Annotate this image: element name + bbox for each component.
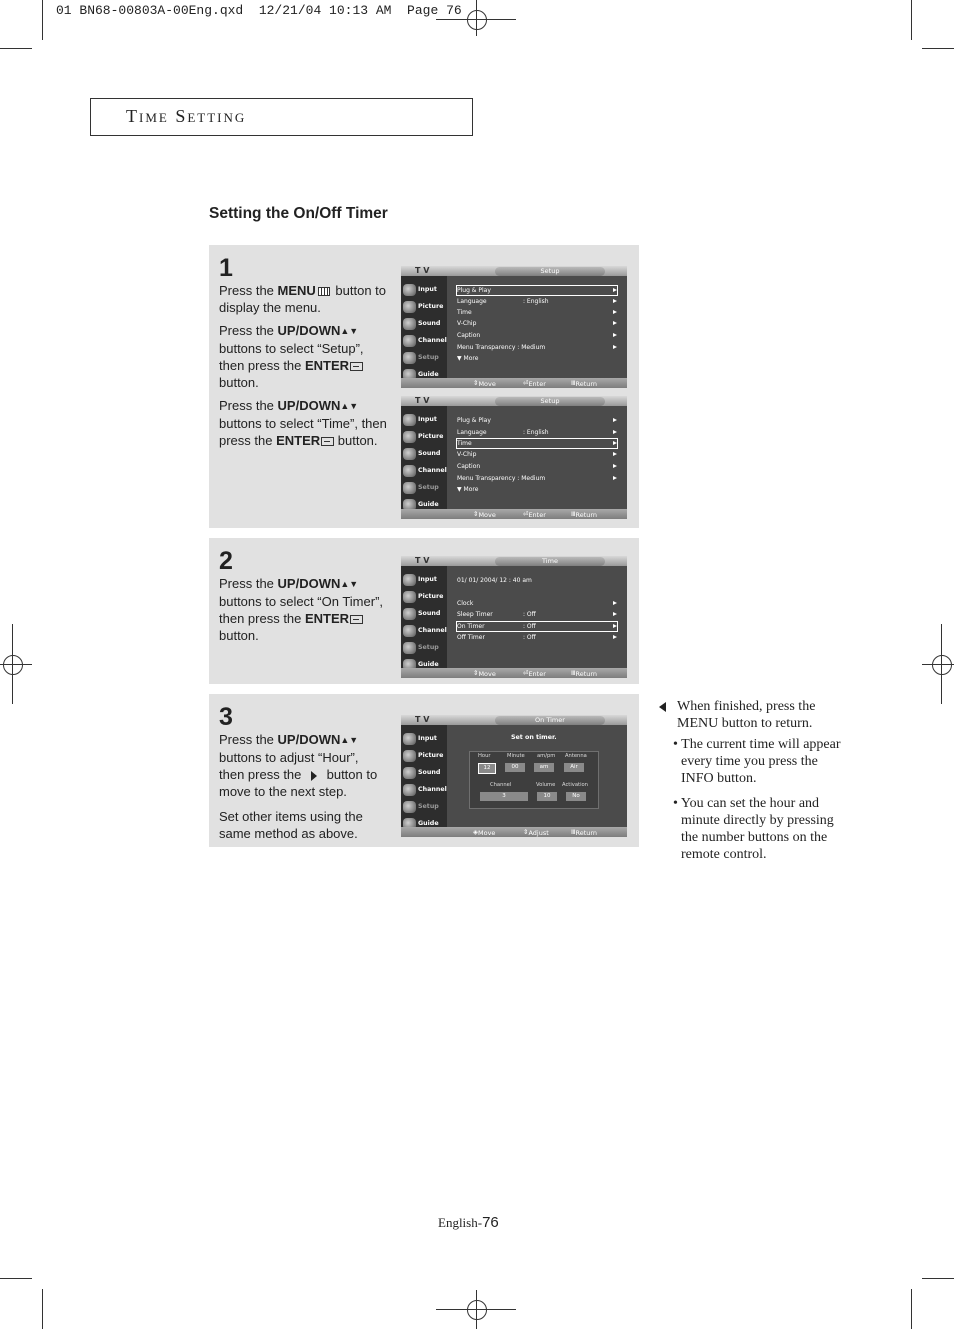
menu-row[interactable]: Time: [457, 308, 617, 317]
page-footer: English-76: [438, 1214, 499, 1231]
input-icon: [403, 574, 416, 586]
crop-mark: [922, 1278, 954, 1279]
menu-row[interactable]: Plug & Play: [457, 416, 617, 425]
enter-icon: [350, 362, 363, 371]
page-title: Time Setting: [126, 106, 247, 126]
crop-mark: [0, 1278, 32, 1279]
menu-row[interactable]: Time: [457, 439, 617, 448]
registration-mark: [12, 624, 13, 704]
setup-icon: [403, 352, 416, 364]
step-3-text: Press the UP/DOWN▲▼ buttons to adjust “Hour”, then press the button to move to the next step. Set other items using the same method as above.: [219, 732, 378, 842]
channel-icon: [403, 465, 416, 477]
tv-screen-setup-1: [401, 266, 627, 388]
note-bullet: • The current time will appear every time you press the INFO button.: [673, 737, 841, 786]
crop-mark: [42, 0, 43, 40]
setup-icon: [403, 801, 416, 813]
menu-row[interactable]: Clock: [457, 599, 617, 608]
channel-icon: [403, 784, 416, 796]
note-bullet: • You can set the hour and minute directly by pressing the number buttons on the remote control.: [673, 796, 834, 862]
menu-row[interactable]: On Timer : Off: [457, 622, 617, 631]
ampm-field[interactable]: am: [534, 763, 554, 772]
page-number: 76: [482, 1214, 499, 1231]
right-arrow-icon: [311, 771, 317, 781]
hour-field[interactable]: 12: [478, 763, 496, 774]
channel-field[interactable]: 3: [480, 792, 528, 801]
minute-field[interactable]: 00: [505, 763, 525, 772]
setup-icon: [403, 642, 416, 654]
menu-row[interactable]: Plug & Play: [457, 286, 617, 295]
registration-mark: [922, 664, 954, 665]
crop-mark: [0, 48, 32, 49]
step-number: 1: [219, 254, 233, 282]
tv-sidebar: Input Picture Sound Channel Setup Guide: [401, 725, 447, 827]
crop-mark: [911, 1289, 912, 1329]
menu-row[interactable]: Menu Transparency : Medium: [457, 474, 617, 483]
tv-footer: ⇕ Move ⏎ Enter Ⅲ Return: [401, 509, 627, 519]
menu-row[interactable]: Caption: [457, 462, 617, 471]
tv-label: T V: [415, 266, 430, 275]
tv-footer: ⇕ Move ⏎ Enter Ⅲ Return: [401, 378, 627, 388]
registration-mark: [476, 0, 477, 36]
sound-icon: [403, 608, 416, 620]
menu-row[interactable]: Caption: [457, 331, 617, 340]
enter-icon: [321, 437, 334, 446]
picture-icon: [403, 431, 416, 443]
menu-row[interactable]: Language : English: [457, 297, 617, 306]
sound-icon: [403, 448, 416, 460]
tv-footer: ◈ Move ⇕ Adjust Ⅲ Return: [401, 827, 627, 837]
menu-tab: Time: [495, 557, 605, 566]
registration-mark: [3, 655, 23, 675]
channel-icon: [403, 335, 416, 347]
notes: [673, 698, 847, 863]
registration-mark: [0, 664, 32, 665]
menu-row[interactable]: Sleep Timer : Off: [457, 610, 617, 619]
up-down-icon: ▲▼: [340, 326, 359, 337]
up-down-icon: ▲▼: [340, 735, 359, 746]
crop-mark: [911, 0, 912, 40]
note-first: When finished, press the MENU button to return.: [677, 699, 816, 731]
clock-readout: 01/ 01/ 2004/ 12 : 40 am: [457, 577, 532, 584]
step-number: 2: [219, 547, 233, 575]
picture-icon: [403, 750, 416, 762]
timer-settings-box: Hour Minute am/pm Antenna 12 00 am Air Channel Volume Activation 3 10 No: [469, 751, 599, 809]
activation-field[interactable]: No: [566, 792, 586, 801]
step-1-text: Press the MENU button to display the menu. Press the UP/DOWN▲▼ buttons to select “Setup”, then press the ENTER button. Press the UP/DOWN▲▼ buttons to select “Time”, then press the ENTER button.: [219, 283, 387, 449]
picture-icon: [403, 301, 416, 313]
registration-mark: [467, 1300, 487, 1320]
note-arrow-icon: [659, 702, 666, 712]
menu-row[interactable]: Menu Transparency : Medium: [457, 343, 617, 352]
menu-row[interactable]: V-Chip: [457, 319, 617, 328]
registration-mark: [932, 655, 952, 675]
menu-tab: Setup: [495, 397, 605, 406]
enter-icon: [350, 615, 363, 624]
registration-mark: [467, 10, 487, 30]
setup-icon: [403, 482, 416, 494]
section-title: Setting the On/Off Timer: [209, 205, 388, 222]
input-icon: [403, 414, 416, 426]
up-down-icon: ▲▼: [340, 401, 359, 412]
menu-tab: On Timer: [495, 716, 605, 725]
tv-screen-on-timer: T V On Timer Input Picture Sound Channel Setup Guide Set on timer. Hour Minute am/pm Antenna 12 00 am Air Channel Volume Activation 3 10 No ◈ Move ⇕ Adjust Ⅲ Return: [401, 715, 627, 837]
input-icon: [403, 733, 416, 745]
print-header: 01 BN68-00803A-00Eng.qxd 12/21/04 10:13 AM Page 76: [56, 3, 462, 18]
step-number: 3: [219, 703, 233, 731]
menu-row[interactable]: V-Chip: [457, 450, 617, 459]
crop-mark: [42, 1289, 43, 1329]
sound-icon: [403, 767, 416, 779]
crop-mark: [922, 48, 954, 49]
menu-row[interactable]: Off Timer : Off: [457, 633, 617, 642]
antenna-field[interactable]: Air: [564, 763, 584, 772]
tv-sidebar: Input Picture Sound Channel Setup Guide: [401, 406, 447, 509]
tv-sidebar: Input Picture Sound Channel Setup Guide: [401, 276, 447, 378]
menu-row[interactable]: ▼ More: [457, 486, 479, 493]
channel-icon: [403, 625, 416, 637]
sound-icon: [403, 318, 416, 330]
menu-row[interactable]: Language : English: [457, 428, 617, 437]
up-down-icon: ▲▼: [340, 579, 359, 590]
registration-mark: [941, 624, 942, 704]
menu-icon: [318, 287, 330, 296]
menu-tab: Setup: [495, 267, 605, 276]
volume-field[interactable]: 10: [537, 792, 557, 801]
tv-screen-setup-2: T V Setup Input Picture Sound Channel Setup Guide Plug & Play Language : English Time V-Chip Caption Menu Transparency : Medium ▼ More ⇕ Move ⏎ Enter Ⅲ Return: [401, 396, 627, 519]
input-icon: [403, 284, 416, 296]
registration-mark: [476, 1290, 477, 1329]
menu-row[interactable]: ▼ More: [457, 355, 479, 362]
dialog-heading: Set on timer.: [511, 734, 557, 741]
tv-footer: ⇕ Move ⏎ Enter Ⅲ Return: [401, 668, 627, 678]
tv-sidebar: Input Picture Sound Channel Setup Guide: [401, 566, 447, 668]
picture-icon: [403, 591, 416, 603]
step-2-text: Press the UP/DOWN▲▼ buttons to select “On Timer”, then press the ENTER button.: [219, 576, 384, 644]
tv-screen-time: T V Time Input Picture Sound Channel Setup Guide 01/ 01/ 2004/ 12 : 40 am Clock Sleep Timer : Off On Timer : Off Off Timer : Off ⇕ Move ⏎ Enter Ⅲ Return: [401, 556, 627, 678]
